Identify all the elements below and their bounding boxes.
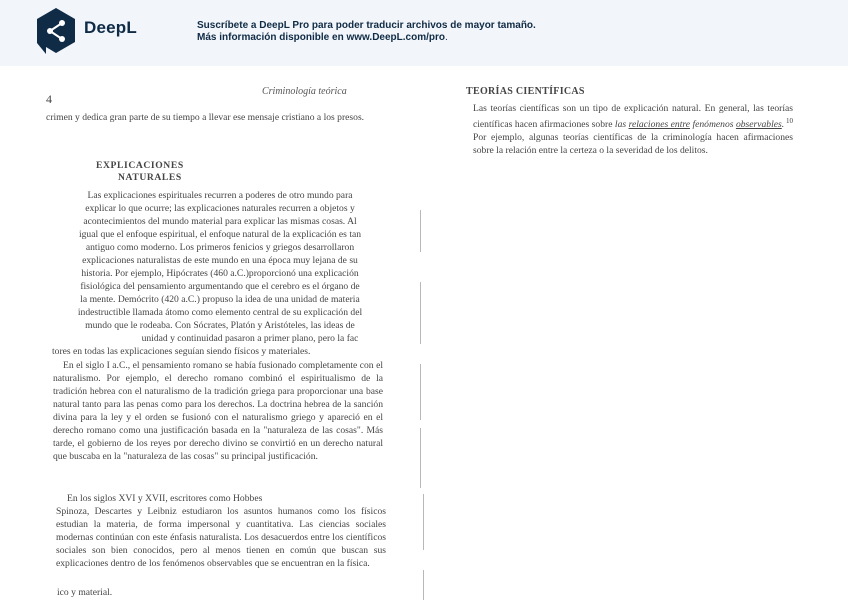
theories-underlined: observables: [735, 119, 782, 131]
running-head: Criminología teórica: [262, 86, 347, 97]
para1-line: explicaciones naturalistas de este mundo en una época muy lejana de su: [82, 255, 358, 266]
para1-line: antiguo como moderno. Los primeros fenicios y griegos desarrollaron: [85, 242, 355, 253]
para1-line: fisiológica del pensamiento argumentando que el cerebro es el órgano de: [80, 281, 360, 292]
margin-bar: [420, 428, 421, 488]
deepl-pro-link[interactable]: www.DeepL.com/pro: [346, 32, 445, 43]
theories-italic: .: [781, 119, 785, 131]
margin-bar: [420, 364, 421, 420]
theories-text-start: Las teorías científicas son un tipo de explicación natural. En general, las teorías científicas hacen afirmaciones sobre: [473, 103, 793, 131]
right-section-heading: TEORÍAS CIENTÍFICAS: [466, 86, 585, 97]
paragraph-16th-century-first-line: En los siglos XVI y XVII, escritores como Hobbes: [67, 493, 263, 504]
paragraph-16th-century: Spinoza, Descartes y Leibniz estudiaron los asuntos humanos como los físicos estudian la materia, de forma impersonal y cuantitativa. Las ciencias sociales modernas continúan con este énfasis naturalista. Los desacuerdos entre los científicos sociales son bien conocidos, pero al menos tienen en común que buscan sus explicaciones dentro de los fenómenos observables que se encuentran en la física.: [56, 506, 386, 569]
para1-line: explicar lo que ocurre; las explicaciones naturales recurren a objetos y: [85, 203, 355, 214]
paragraph-scientific-theories: [473, 102, 793, 157]
para1-line: Las explicaciones espirituales recurren a poderes de otro mundo para: [87, 190, 353, 201]
theories-underlined: relaciones entre: [628, 119, 690, 131]
last-line: ico y material.: [57, 587, 113, 598]
deepl-banner: [0, 0, 848, 66]
para1-line: unidad y continuidad pasaron a primer plano, pero la fac: [141, 333, 359, 344]
margin-bar: [420, 282, 421, 344]
para1-line: mundo que le rodeaba. Con Sócrates, Platón y Aristóteles, las ideas de: [85, 320, 355, 331]
para1-line: historia. Por ejemplo, Hipócrates (460 a.C.)proporcionó una explicación: [81, 268, 359, 279]
promo-line-1: Suscríbete a DeepL Pro para poder traducir archivos de mayor tamaño.: [197, 20, 536, 31]
section-heading-line-1: EXPLICACIONES: [96, 160, 184, 171]
margin-bar: [423, 494, 424, 550]
theories-italic: las: [614, 119, 629, 131]
margin-bar: [423, 570, 424, 600]
promo-end: .: [445, 32, 448, 43]
theories-text-end: Por ejemplo, algunas teorías científicas de la criminología hacen afirmaciones sobre la relación entre la certeza o la severidad de los delitos.: [473, 132, 793, 157]
para1-line: tores en todas las explicaciones seguían siendo físicos y materiales.: [52, 346, 311, 357]
promo-line-2-text: Más información disponible en: [197, 32, 347, 43]
para1-line: la mente. Demócrito (420 a.C.) propuso la idea de una unidad de materia: [80, 294, 360, 305]
paragraph-roman-thought: En el siglo I a.C., el pensamiento romano se había fusionado completamente con el naturalismo. Por ejemplo, el derecho romano combinó el espiritualismo de la tradición hebrea con el naturalismo de la tradición griega para proporcionar una base natural tanto para las penas como para los derechos. La doctrina hebrea de la sanción divina para la ley y el orden se fusionó con el naturalismo griego y apareció en el derecho romano como una justificación basada en la "naturaleza de las cosas". Más tarde, el gobierno de los reyes por derecho divino se convirtió en un derecho natural que buscaba en la "naturaleza de las cosas" su principal justificación.: [53, 360, 383, 462]
margin-bar: [420, 210, 421, 252]
para1-line: indestructible llamada átomo como elemento central de su explicación del: [77, 307, 363, 318]
promo-line-2: [197, 32, 536, 44]
footnote-ref: 10: [784, 117, 793, 125]
deepl-brand[interactable]: DeepL: [84, 18, 137, 37]
theories-italic: fenómenos: [690, 119, 736, 131]
intro-paragraph: crimen y dedica gran parte de su tiempo a llevar ese mensaje cristiano a los presos.: [46, 112, 365, 123]
deepl-logo-icon[interactable]: [36, 7, 76, 55]
section-heading-line-2: NATURALES: [118, 172, 182, 183]
para1-line: igual que el enfoque espiritual, el enfoque natural de la explicación es tan: [78, 229, 362, 240]
promo-text: [197, 20, 536, 44]
para1-line: acontecimientos del mundo material para explicar las mismas cosas. Al: [83, 216, 357, 227]
paragraph-natural-explanations: [52, 189, 388, 358]
page-number: 4: [46, 92, 52, 106]
